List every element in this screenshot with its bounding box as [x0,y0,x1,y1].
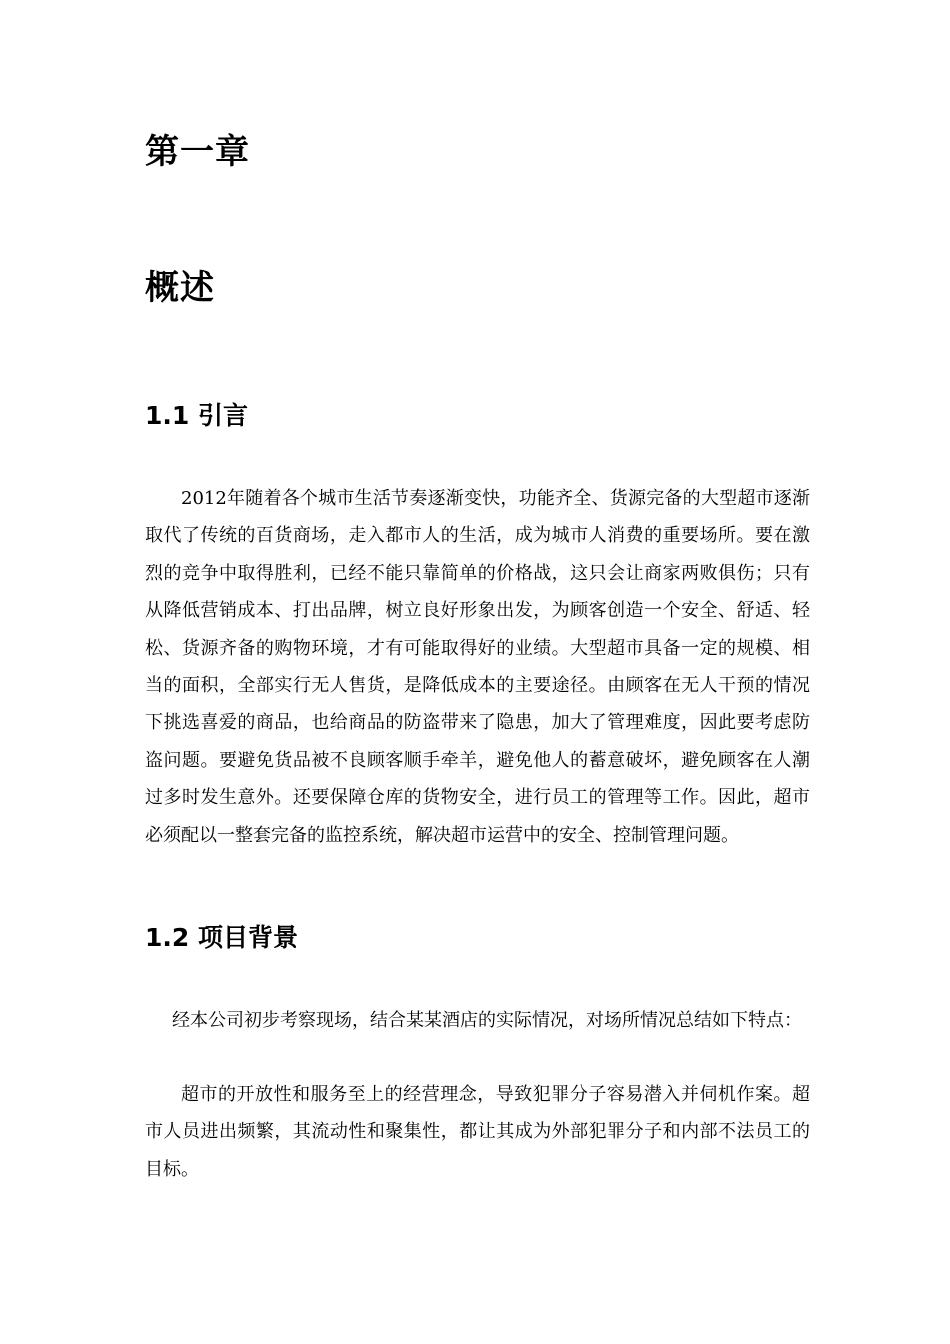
chapter-number: 第一章 [145,132,250,172]
background-paragraph-2: 超市的开放性和服务至上的经营理念，导致犯罪分子容易潜入并伺机作案。超市人员进出频繁，其流动性和聚集性，都让其成为外部犯罪分子和内部不法员工的目标。 [145,1084,810,1180]
introduction-paragraph: 2012年随着各个城市生活节奏逐渐变快，功能齐全、货源完备的大型超市逐渐取代了传统的百货商场，走入都市人的生活，成为城市人消费的重要场所。要在激烈的竞争中取得胜利，已经不能只靠简单的价格战，这只会让商家两败俱伤；只有从降低营销成本、打出品牌，树立良好形象出发，为顾客创造一个安全、舒适、轻松、货源齐备的购物环境，才有可能取得好的业绩。大型超市具备一定的规模、相当的面积，全部实行无人售货，是降低成本的主要途径。由顾客在无人干预的情况下挑选喜爱的商品，也给商品的防盗带来了隐患，加大了管理难度，因此要考虑防盗问题。要避免货品被不良顾客顺手牵羊，避免他人的蓄意破坏，避免顾客在人潮过多时发生意外。还要保障仓库的货物安全，进行员工的管理等工作。因此，超市必须配以一整套完备的监控系统，解决超市运营中的安全、控制管理问题。 [145,488,810,846]
section-heading-background: 1.2 项目背景 [145,923,298,952]
chapter-title: 概述 [145,268,215,308]
background-paragraph-1: 经本公司初步考察现场，结合某某酒店的实际情况，对场所情况总结如下特点： [172,1010,802,1031]
section-heading-introduction: 1.1 引言 [145,401,248,430]
